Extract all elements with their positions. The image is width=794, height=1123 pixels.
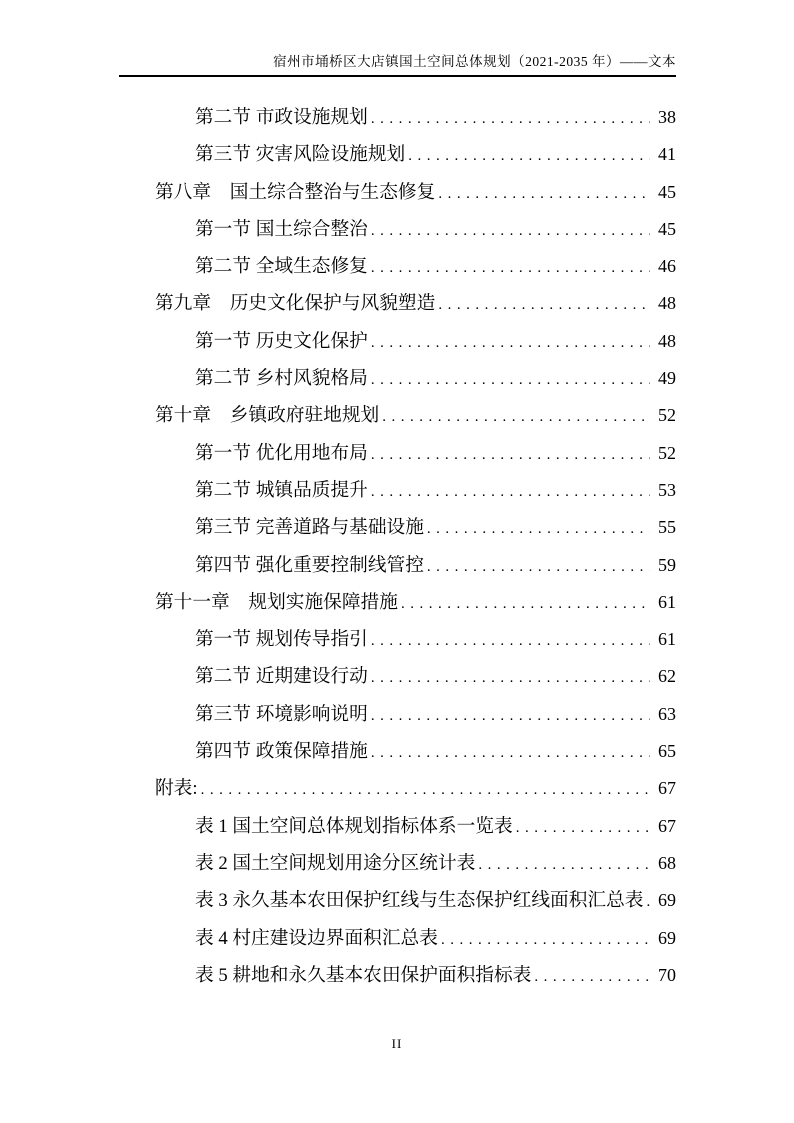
toc-entry-label: 附表:	[155, 778, 198, 800]
toc-entry	[119, 509, 676, 546]
header-title: 宿州市埇桥区大店镇国土空间总体规划（2021-2035 年）——文本	[273, 54, 676, 69]
toc-entry	[119, 882, 676, 919]
toc-dot-leader	[382, 399, 650, 436]
toc-entry	[119, 957, 676, 994]
toc-dot-leader	[371, 362, 650, 399]
toc-entry	[119, 696, 676, 733]
toc-entry	[119, 99, 676, 136]
toc-entry-label: 表 3 永久基本农田保护红线与生态保护红线面积汇总表	[195, 890, 644, 912]
toc-entry	[119, 323, 676, 360]
toc-entry-page: 63	[658, 703, 676, 724]
toc-dot-leader	[201, 772, 650, 809]
toc-entry	[119, 658, 676, 695]
toc-dot-leader	[427, 511, 650, 548]
toc-entry	[119, 621, 676, 658]
toc-entry-page: 48	[658, 330, 676, 351]
toc-entry	[119, 808, 676, 845]
toc-entry	[119, 472, 676, 509]
toc-dot-leader	[478, 847, 650, 884]
toc-entry-page: 45	[658, 181, 676, 202]
toc-dot-leader	[534, 959, 650, 996]
toc-entry-page: 49	[658, 368, 676, 389]
toc-entry-page: 45	[658, 218, 676, 239]
toc-dot-leader	[371, 660, 650, 697]
toc-entry-label: 第十章 乡镇政府驻地规划	[155, 405, 380, 427]
toc-entry-page: 65	[658, 741, 676, 762]
toc-entry-label: 第四节 强化重要控制线管控	[195, 554, 424, 576]
toc-dot-leader	[516, 810, 650, 847]
toc-entry-page: 67	[658, 778, 676, 799]
toc-entry	[119, 285, 676, 322]
toc-entry-page: 61	[658, 591, 676, 612]
toc-dot-leader	[371, 325, 650, 362]
toc-dot-leader	[371, 698, 650, 735]
toc-dot-leader	[647, 884, 651, 921]
toc-entry-page: 52	[658, 442, 676, 463]
toc-entry	[119, 845, 676, 882]
toc-entry-label: 第三节 灾害风险设施规划	[195, 144, 406, 166]
toc-entry-page: 59	[658, 554, 676, 575]
footer-page-number: II	[391, 1036, 403, 1051]
toc-entry	[119, 547, 676, 584]
toc-entry-label: 第三节 环境影响说明	[195, 703, 368, 725]
toc-entry	[119, 920, 676, 957]
toc-entry-page: 69	[658, 890, 676, 911]
toc-entry	[119, 136, 676, 173]
page-footer	[0, 1036, 794, 1052]
toc-entry-label: 第二节 近期建设行动	[195, 666, 368, 688]
toc-entry-label: 第一节 历史文化保护	[195, 330, 368, 352]
toc-entry	[119, 211, 676, 248]
toc-dot-leader	[408, 138, 650, 175]
toc-entry	[119, 733, 676, 770]
toc-entry	[119, 770, 676, 807]
toc-entry-page: 53	[658, 479, 676, 500]
toc-entry-label: 第二节 城镇品质提升	[195, 479, 368, 501]
toc-entry-page: 69	[658, 927, 676, 948]
toc-entry-label: 第十一章 规划实施保障措施	[155, 591, 398, 613]
toc-entry-label: 表 5 耕地和永久基本农田保护面积指标表	[195, 964, 532, 986]
toc-entry-label: 表 2 国土空间规划用途分区统计表	[195, 852, 476, 874]
toc-dot-leader	[371, 213, 650, 250]
toc-entry-page: 48	[658, 293, 676, 314]
toc-entry-label: 第八章 国土综合整治与生态修复	[155, 181, 436, 203]
toc-entry-label: 第二节 全域生态修复	[195, 256, 368, 278]
toc-dot-leader	[371, 474, 650, 511]
toc-entry-label: 第九章 历史文化保护与风貌塑造	[155, 293, 436, 315]
toc-entry	[119, 584, 676, 621]
toc-entry-label: 第一节 国土综合整治	[195, 218, 368, 240]
toc-entry-label: 第三节 完善道路与基础设施	[195, 517, 424, 539]
toc-dot-leader	[371, 735, 650, 772]
toc-entry-page: 52	[658, 405, 676, 426]
page-header	[119, 52, 676, 77]
toc-dot-leader	[401, 586, 650, 623]
toc-dot-leader	[371, 250, 650, 287]
toc-entry-label: 表 4 村庄建设边界面积汇总表	[195, 927, 438, 949]
toc-list	[119, 99, 676, 994]
toc-entry-page: 67	[658, 815, 676, 836]
toc-dot-leader	[441, 922, 650, 959]
toc-entry-page: 70	[658, 964, 676, 985]
toc-entry-page: 68	[658, 852, 676, 873]
toc-dot-leader	[438, 176, 650, 213]
toc-entry-label: 第二节 乡村风貌格局	[195, 368, 368, 390]
toc-entry-label: 第二节 市政设施规划	[195, 107, 368, 128]
toc-entry	[119, 248, 676, 285]
toc-dot-leader	[371, 101, 650, 138]
toc-entry	[119, 360, 676, 397]
toc-entry-page: 55	[658, 517, 676, 538]
toc-entry-page: 61	[658, 629, 676, 650]
toc-entry	[119, 435, 676, 472]
toc-entry-label: 第一节 优化用地布局	[195, 442, 368, 464]
toc-entry-label: 第四节 政策保障措施	[195, 741, 368, 763]
toc-entry-label: 第一节 规划传导指引	[195, 629, 368, 651]
toc-dot-leader	[371, 437, 650, 474]
toc-entry-label: 表 1 国土空间总体规划指标体系一览表	[195, 815, 513, 837]
toc-dot-leader	[427, 549, 650, 586]
toc-entry	[119, 174, 676, 211]
toc-entry-page: 41	[658, 144, 676, 165]
toc-entry-page: 38	[658, 107, 676, 127]
toc-dot-leader	[371, 623, 650, 660]
toc-dot-leader	[438, 287, 650, 324]
toc-entry	[119, 397, 676, 434]
toc-entry-page: 62	[658, 666, 676, 687]
toc-entry-page: 46	[658, 256, 676, 277]
